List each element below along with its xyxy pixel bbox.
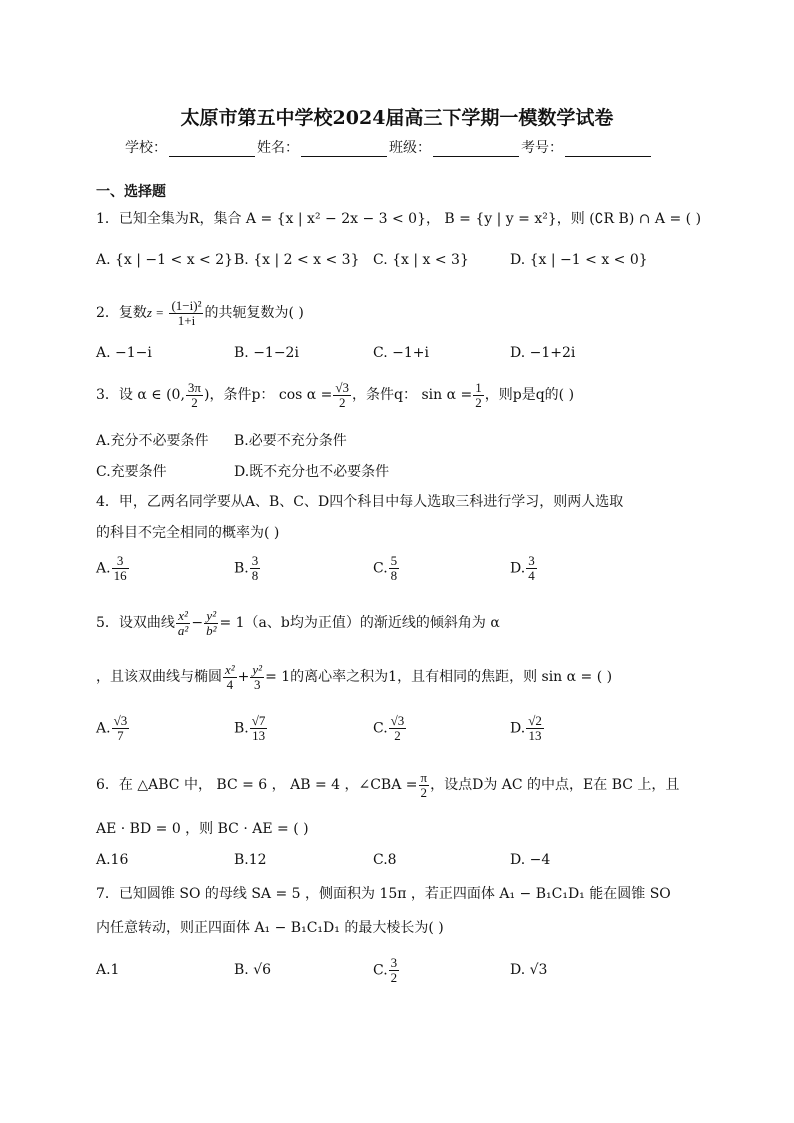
- q2-option-a: A. −1−i: [96, 345, 152, 361]
- q1-option-d: D. {x | −1 < x < 0}: [510, 252, 648, 268]
- q5-option-d: D. $\frac{√2}{13}$: [510, 713, 542, 743]
- page-title: 太原市第五中学校2024届高三下学期一模数学试卷: [180, 107, 614, 129]
- q3-option-a: A.充分不必要条件: [96, 433, 209, 449]
- question-1-text: 1．已知全集为R，集合 A = {x | x² − 2x − 3 < 0}， B = {y | y = x²}，则 (∁R B) ∩ A = ( ): [96, 211, 702, 227]
- q1-option-a: A. {x | −1 < x < 2}: [96, 252, 234, 268]
- question-4-line-2: 的科目不完全相同的概率为( ): [96, 525, 280, 541]
- number-label: 考号：: [521, 140, 563, 156]
- question-2-text: 2．复数z = $\frac{\text{(1−i)²}}{1+i}$ 的共轭复数为( ): [96, 297, 304, 328]
- q7-option-c: C. $\frac{3}{2}$: [373, 955, 398, 985]
- q3-option-c: C.充要条件: [96, 464, 167, 480]
- question-5-line-2: ，且该双曲线与椭圆 $\frac{\text{x²}}{4}$ + $\frac{\text{y²}}{3}$ = 1的离心率之积为1，且有相同的焦距，则 sin α = ( ): [96, 661, 613, 692]
- q6-option-c: C.8: [373, 852, 397, 868]
- q6-option-d: D. −4: [510, 852, 551, 868]
- question-6-line-2: AE · BD = 0 ，则 BC · AE = ( ): [96, 821, 309, 837]
- q7-option-d: D. √3: [510, 962, 548, 978]
- question-7-line-1: 7．已知圆锥 SO 的母线 SA = 5 ，侧面积为 15π ，若正四面体 A₁ − B₁C₁D₁ 能在圆锥 SO: [96, 886, 671, 902]
- q3-option-d: D.既不充分也不必要条件: [234, 464, 390, 480]
- q4-option-a: A. $\frac{3}{16}$: [96, 553, 127, 583]
- school-label: 学校：: [125, 140, 167, 156]
- student-info-line: [125, 137, 653, 157]
- name-label: 姓名：: [257, 140, 299, 156]
- q5-option-b: B. $\frac{√7}{13}$: [234, 713, 266, 743]
- q7-option-b: B. √6: [234, 962, 272, 978]
- question-7-line-2: 内任意转动，则正四面体 A₁ − B₁C₁D₁ 的最大棱长为( ): [96, 920, 444, 936]
- q3-option-b: B.必要不充分条件: [234, 433, 347, 449]
- q5-option-c: C. $\frac{√3}{2}$: [373, 713, 405, 743]
- name-blank: [301, 142, 387, 157]
- number-blank: [565, 142, 651, 157]
- q4-option-c: C. $\frac{5}{8}$: [373, 553, 398, 583]
- q2-fraction: $\frac{\text{(1−i)²}}{1+i}$: [171, 297, 202, 328]
- section-heading: 一、选择题: [96, 184, 166, 200]
- q7-option-a: A.1: [96, 962, 120, 978]
- q1-option-c: C. {x | x < 3}: [373, 252, 469, 268]
- question-3-text: 3．设 α ∈ (0, $\frac{3\pi}{2}$ )，条件p： cos α = $\frac{√3}{2}$ ，条件q： sin α = $\frac{1}{2}$ ，则p是q的( ): [96, 379, 575, 410]
- question-5-line-1: 5．设双曲线 $\frac{\text{x²}}{\text{a²}}$ − $\frac{\text{y²}}{\text{b²}}$ = 1（a、b均为正值）的渐近线的倾斜角为 α: [96, 607, 500, 638]
- school-blank: [169, 142, 255, 157]
- q1-option-b: B. {x | 2 < x < 3}: [234, 252, 360, 268]
- question-6-line-1: 6．在 △ABC 中， BC = 6 ， AB = 4 ，∠CBA = $\frac{\pi}{2}$ ，设点D为 AC 的中点，E在 BC 上，且: [96, 769, 680, 800]
- class-label: 班级：: [389, 140, 431, 156]
- q2-option-c: C. −1+i: [373, 345, 429, 361]
- class-blank: [433, 142, 519, 157]
- q6-option-b: B.12: [234, 852, 267, 868]
- q4-option-d: D. $\frac{3}{4}$: [510, 553, 535, 583]
- q2-option-b: B. −1−2i: [234, 345, 299, 361]
- question-4-line-1: 4．甲，乙两名同学要从A、B、C、D四个科目中每人选取三科进行学习，则两人选取: [96, 494, 624, 510]
- q4-option-b: B. $\frac{3}{8}$: [234, 553, 259, 583]
- q2-option-d: D. −1+2i: [510, 345, 576, 361]
- q6-option-a: A.16: [96, 852, 129, 868]
- q5-option-a: A. $\frac{√3}{7}$: [96, 713, 128, 743]
